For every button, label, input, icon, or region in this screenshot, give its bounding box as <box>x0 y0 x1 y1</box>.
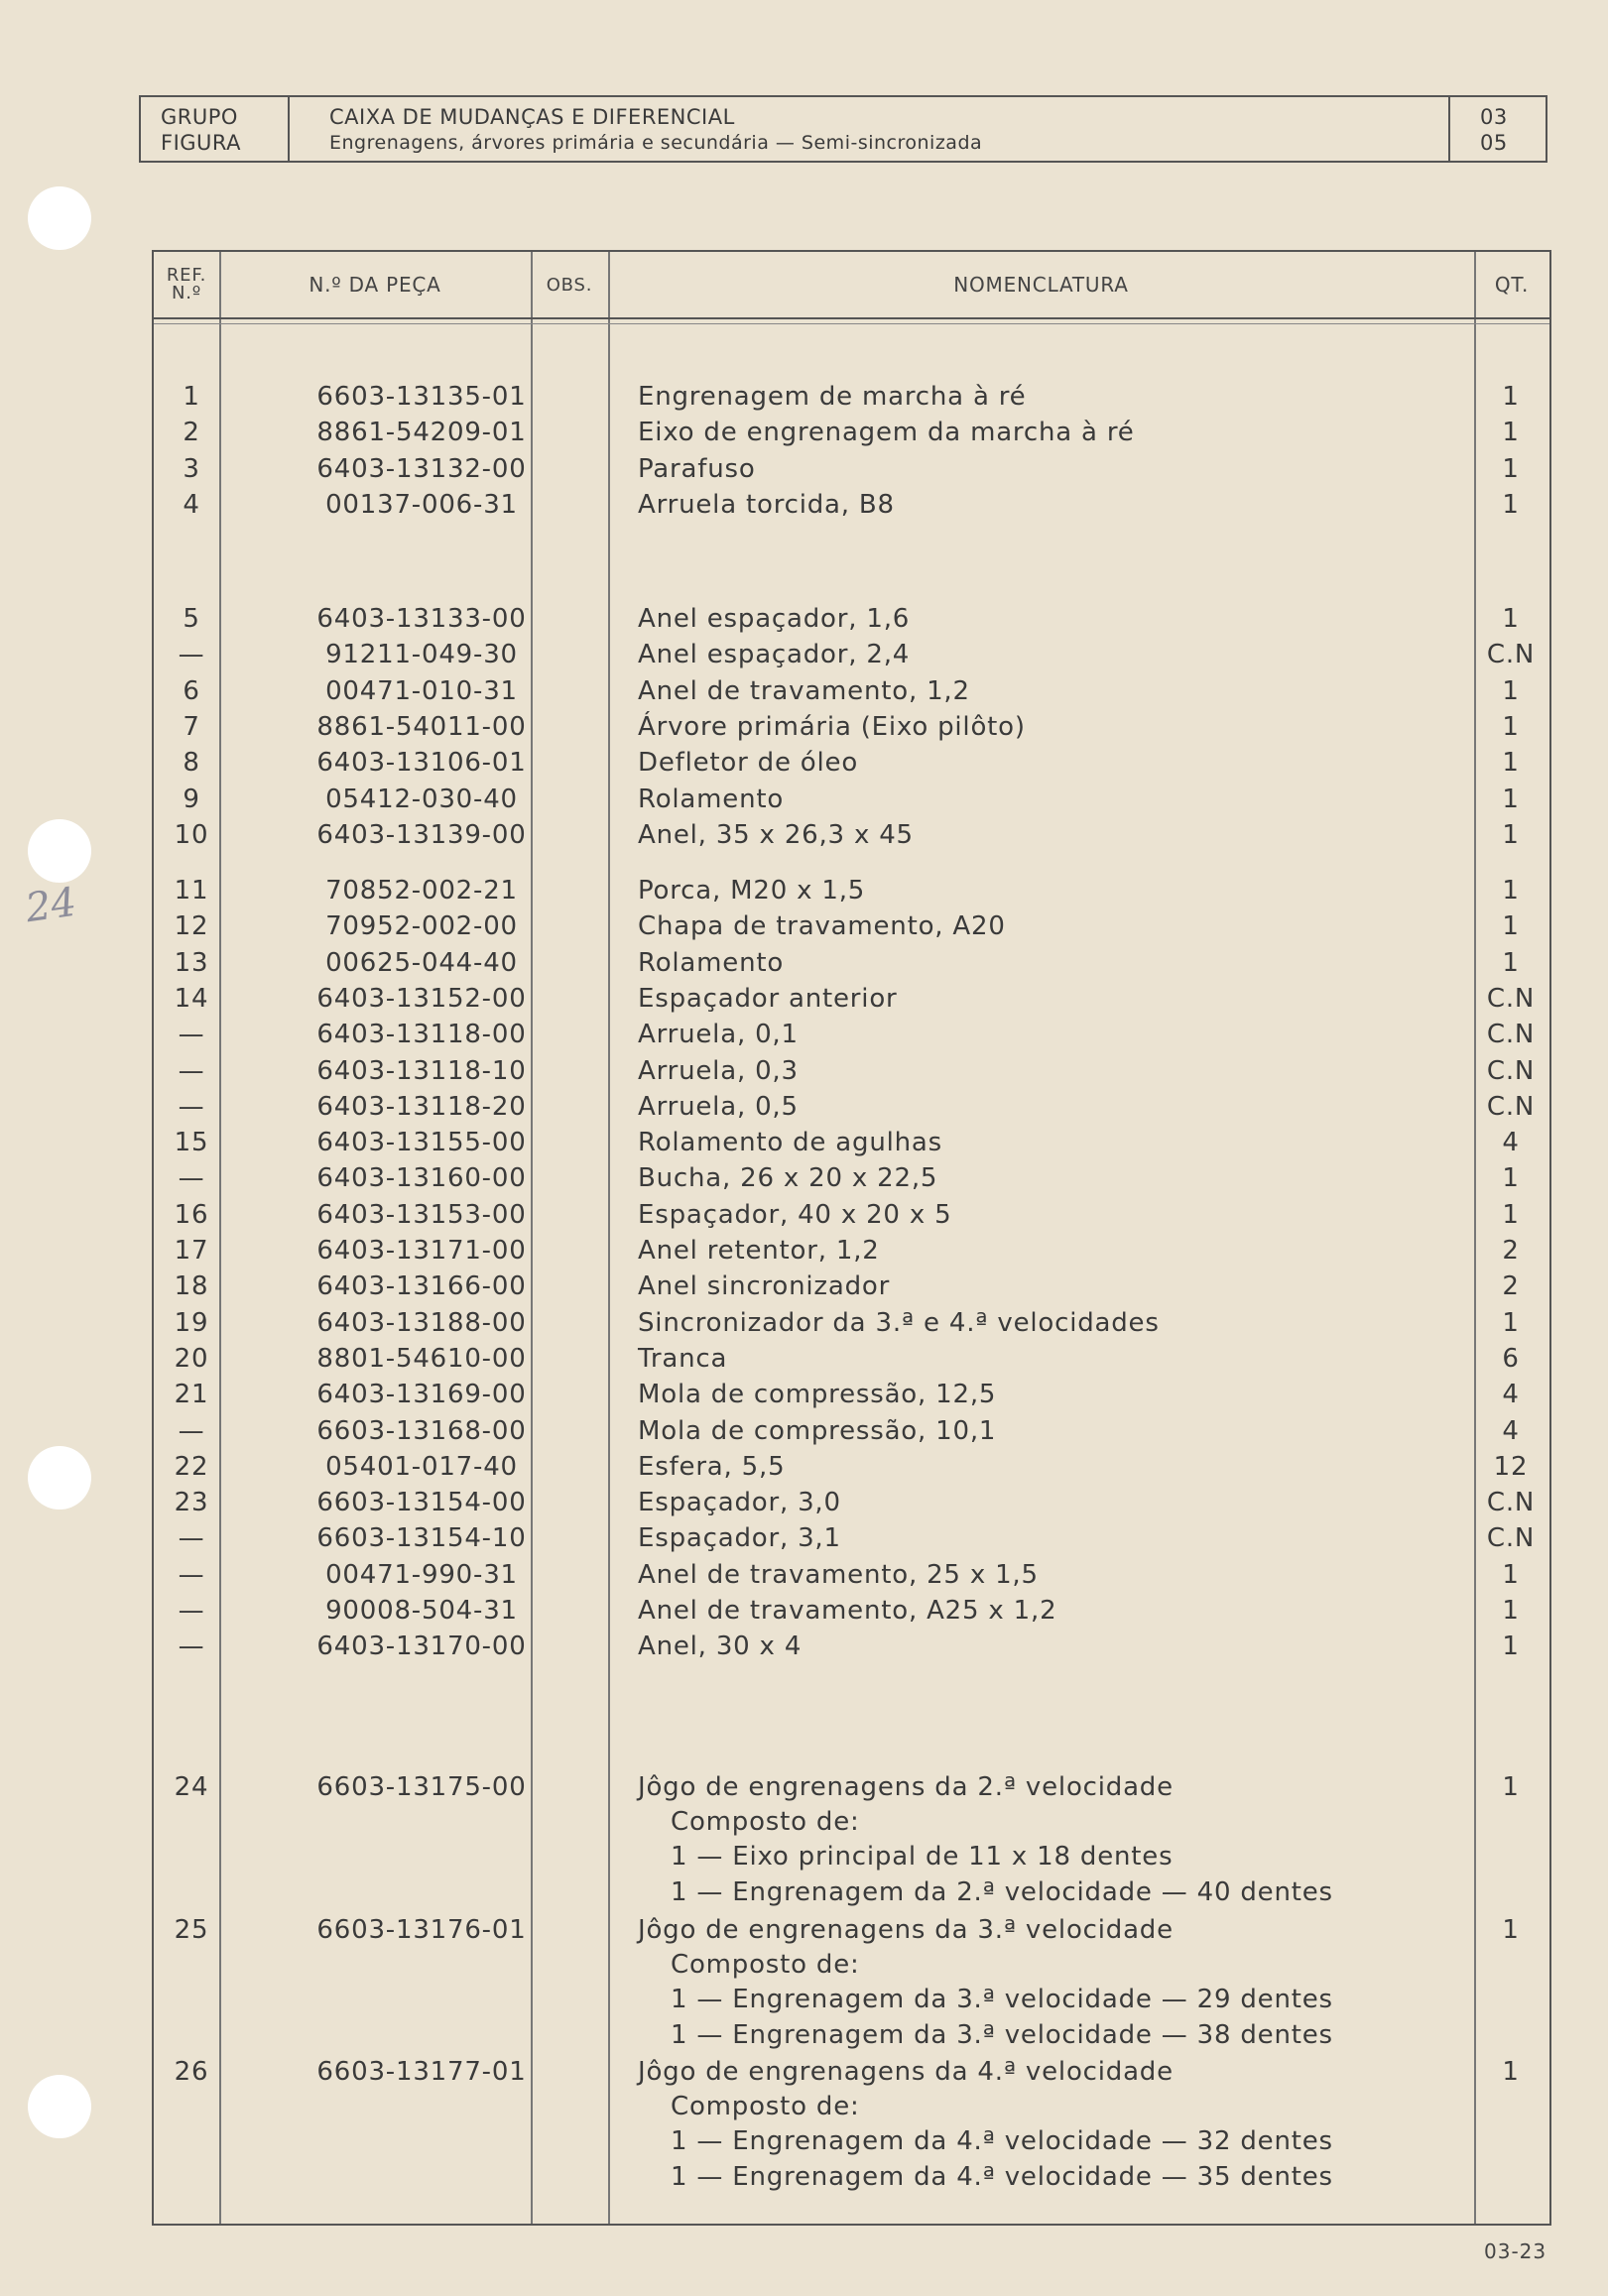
kit-qty: 1 <box>1502 1915 1520 1945</box>
row-name: Anel sincronizador <box>638 1271 891 1302</box>
table-row <box>154 487 1549 523</box>
row-qty: 1 <box>1502 947 1520 978</box>
row-name: Anel espaçador, 1,6 <box>638 604 911 634</box>
row-part: 70852-002-21 <box>325 876 518 906</box>
table-row <box>154 1629 1549 1664</box>
row-name: Espaçador, 3,1 <box>638 1523 841 1554</box>
row-ref: 15 <box>174 1128 209 1158</box>
header-numbers <box>1448 97 1546 161</box>
row-qty: C.N <box>1486 983 1536 1014</box>
table-row <box>154 1520 1549 1556</box>
row-part: 00471-990-31 <box>325 1559 518 1590</box>
row-name: Tranca <box>638 1343 728 1374</box>
table-row <box>154 1557 1549 1593</box>
row-ref: 2 <box>183 418 200 448</box>
header-rule <box>154 317 1549 319</box>
row-part: 05412-030-40 <box>325 784 518 814</box>
parts-table <box>152 250 1551 2226</box>
table-row <box>154 1197 1549 1233</box>
row-qty: 1 <box>1502 489 1520 520</box>
col-head-part: N.º DA PEÇA <box>309 273 441 297</box>
row-ref: 3 <box>183 453 200 484</box>
row-ref: — <box>178 1559 205 1590</box>
table-row <box>154 451 1549 487</box>
kit-qty: 1 <box>1502 2057 1520 2087</box>
row-ref: 19 <box>174 1307 209 1338</box>
header-title: CAIXA DE MUDANÇAS E DIFERENCIAL <box>329 105 735 129</box>
row-name: Espaçador, 40 x 20 x 5 <box>638 1199 952 1230</box>
row-ref: — <box>178 1055 205 1086</box>
table-row <box>154 1341 1549 1377</box>
col-head-qty: QT. <box>1494 273 1530 297</box>
table-row <box>154 1449 1549 1485</box>
row-qty: 1 <box>1502 1163 1520 1194</box>
table-row <box>154 1413 1549 1449</box>
group-label: GRUPO <box>161 105 238 129</box>
row-name: Engrenagem de marcha à ré <box>638 382 1027 412</box>
row-name: Mola de compressão, 12,5 <box>638 1380 997 1410</box>
row-part: 00471-010-31 <box>325 675 518 706</box>
row-part: 6603-13154-00 <box>316 1488 527 1518</box>
row-qty: 1 <box>1502 748 1520 779</box>
row-qty: 1 <box>1502 1631 1520 1662</box>
row-ref: — <box>178 1163 205 1194</box>
row-part: 8861-54209-01 <box>316 418 527 448</box>
row-part: 6403-13106-01 <box>316 748 527 779</box>
row-name: Mola de compressão, 10,1 <box>638 1415 997 1446</box>
row-ref: 4 <box>183 489 200 520</box>
header-titles <box>290 97 1448 161</box>
row-part: 6403-13153-00 <box>316 1199 527 1230</box>
row-qty: 1 <box>1502 876 1520 906</box>
row-ref: — <box>178 1523 205 1554</box>
row-qty: 1 <box>1502 418 1520 448</box>
row-qty: 1 <box>1502 382 1520 412</box>
row-part: 6403-13160-00 <box>316 1163 527 1194</box>
row-ref: 17 <box>174 1236 209 1266</box>
row-part: 6403-13118-00 <box>316 1020 527 1050</box>
row-qty: C.N <box>1486 1020 1536 1050</box>
row-ref: 9 <box>183 784 200 814</box>
row-name: Arruela torcida, B8 <box>638 489 895 520</box>
kit-ref: 26 <box>174 2057 209 2087</box>
row-part: 00625-044-40 <box>325 947 518 978</box>
row-name: Arruela, 0,5 <box>638 1091 799 1122</box>
table-row <box>154 1269 1549 1304</box>
row-part: 00137-006-31 <box>325 489 518 520</box>
handwritten-mark: 24 <box>23 879 79 932</box>
kit-item: 1 — Engrenagem da 4.ª velocidade — 35 dentes <box>671 2161 1333 2192</box>
row-ref: — <box>178 1020 205 1050</box>
kit-ref: 25 <box>174 1915 209 1945</box>
row-name: Espaçador anterior <box>638 983 898 1014</box>
row-ref: 16 <box>174 1199 209 1230</box>
row-part: 6603-13135-01 <box>316 382 527 412</box>
col-head-name: NOMENCLATURA <box>953 273 1129 297</box>
table-row <box>154 1053 1549 1089</box>
row-name: Árvore primária (Eixo pilôto) <box>638 711 1026 742</box>
kit-part: 6603-13175-00 <box>316 1772 527 1802</box>
row-qty: 6 <box>1502 1343 1520 1374</box>
table-row <box>154 415 1549 450</box>
row-ref: 21 <box>174 1380 209 1410</box>
row-qty: C.N <box>1486 1055 1536 1086</box>
row-qty: 2 <box>1502 1236 1520 1266</box>
table-row <box>154 745 1549 781</box>
punch-hole <box>28 1446 91 1510</box>
row-part: 8801-54610-00 <box>316 1343 527 1374</box>
row-ref: 18 <box>174 1271 209 1302</box>
row-qty: 1 <box>1502 1559 1520 1590</box>
row-qty: C.N <box>1486 1091 1536 1122</box>
table-row <box>154 1377 1549 1412</box>
table-row <box>154 709 1549 745</box>
table-row <box>154 908 1549 944</box>
table-row <box>154 1017 1549 1052</box>
row-ref: 5 <box>183 604 200 634</box>
row-part: 6403-13188-00 <box>316 1307 527 1338</box>
page-number: 03-23 <box>1484 2239 1547 2263</box>
kit-composed-label: Composto de: <box>671 2092 860 2122</box>
table-row <box>154 981 1549 1017</box>
row-part: 91211-049-30 <box>325 640 518 670</box>
row-part: 70952-002-00 <box>325 911 518 942</box>
punch-hole <box>28 819 91 883</box>
kit-item: 1 — Eixo principal de 11 x 18 dentes <box>671 1842 1174 1873</box>
row-part: 6403-13170-00 <box>316 1631 527 1662</box>
kit-name: Jôgo de engrenagens da 2.ª velocidade <box>638 1772 1174 1802</box>
row-part: 6403-13133-00 <box>316 604 527 634</box>
row-qty: 2 <box>1502 1271 1520 1302</box>
row-name: Arruela, 0,3 <box>638 1055 799 1086</box>
figure-label: FIGURA <box>161 131 242 155</box>
row-name: Anel retentor, 1,2 <box>638 1236 880 1266</box>
row-qty: 4 <box>1502 1380 1520 1410</box>
kit-part: 6603-13176-01 <box>316 1915 527 1945</box>
kit-item: 1 — Engrenagem da 2.ª velocidade — 40 dentes <box>671 1876 1333 1907</box>
header-labels <box>141 97 290 161</box>
header-subtitle: Engrenagens, árvores primária e secundária — Semi-sincronizada <box>329 132 983 154</box>
row-name: Eixo de engrenagem da marcha à ré <box>638 418 1135 448</box>
kit-item: 1 — Engrenagem da 3.ª velocidade — 38 dentes <box>671 2019 1333 2050</box>
kit-item: 1 — Engrenagem da 3.ª velocidade — 29 dentes <box>671 1985 1333 2015</box>
row-qty: 1 <box>1502 1596 1520 1626</box>
row-qty: C.N <box>1486 1523 1536 1554</box>
table-row <box>154 1305 1549 1341</box>
table-row <box>154 782 1549 817</box>
row-name: Rolamento <box>638 947 785 978</box>
kit-composed-label: Composto de: <box>671 1807 860 1838</box>
row-part: 6403-13118-20 <box>316 1091 527 1122</box>
row-part: 8861-54011-00 <box>316 711 527 742</box>
row-ref: 8 <box>183 748 200 779</box>
row-name: Anel de travamento, 1,2 <box>638 675 970 706</box>
col-head-ref <box>154 252 219 317</box>
row-part: 6403-13155-00 <box>316 1128 527 1158</box>
row-part: 6403-13169-00 <box>316 1380 527 1410</box>
row-qty: 1 <box>1502 784 1520 814</box>
row-ref: 1 <box>183 382 200 412</box>
row-name: Anel, 35 x 26,3 x 45 <box>638 819 914 850</box>
table-row <box>154 637 1549 672</box>
table-row <box>154 673 1549 709</box>
kit-part: 6603-13177-01 <box>316 2057 527 2087</box>
row-ref: 14 <box>174 983 209 1014</box>
row-name: Parafuso <box>638 453 756 484</box>
row-ref: — <box>178 1596 205 1626</box>
row-name: Anel de travamento, A25 x 1,2 <box>638 1596 1057 1626</box>
row-ref: 7 <box>183 711 200 742</box>
kit-item: 1 — Engrenagem da 4.ª velocidade — 32 dentes <box>671 2126 1333 2157</box>
col-head-ref-line1: REF. <box>166 265 207 286</box>
table-row <box>154 945 1549 981</box>
kit-ref: 24 <box>174 1772 209 1802</box>
row-qty: 1 <box>1502 711 1520 742</box>
row-ref: — <box>178 1415 205 1446</box>
row-qty: 1 <box>1502 911 1520 942</box>
row-qty: 12 <box>1493 1451 1529 1482</box>
row-name: Espaçador, 3,0 <box>638 1488 841 1518</box>
table-row <box>154 379 1549 415</box>
row-part: 6403-13139-00 <box>316 819 527 850</box>
table-row <box>154 1233 1549 1269</box>
row-part: 6403-13132-00 <box>316 453 527 484</box>
table-row <box>154 601 1549 637</box>
row-name: Anel, 30 x 4 <box>638 1631 803 1662</box>
row-ref: 22 <box>174 1451 209 1482</box>
row-part: 05401-017-40 <box>325 1451 518 1482</box>
row-qty: C.N <box>1486 640 1536 670</box>
table-row <box>154 1089 1549 1125</box>
punch-hole <box>28 2075 91 2138</box>
table-row <box>154 1593 1549 1629</box>
col-head-obs: OBS. <box>546 274 593 296</box>
row-name: Esfera, 5,5 <box>638 1451 786 1482</box>
row-name: Rolamento de agulhas <box>638 1128 942 1158</box>
row-ref: 20 <box>174 1343 209 1374</box>
row-ref: — <box>178 1091 205 1122</box>
row-part: 6403-13118-10 <box>316 1055 527 1086</box>
table-row <box>154 1125 1549 1160</box>
row-name: Porca, M20 x 1,5 <box>638 876 866 906</box>
row-name: Defletor de óleo <box>638 748 859 779</box>
table-row <box>154 873 1549 908</box>
row-qty: 4 <box>1502 1128 1520 1158</box>
row-qty: 1 <box>1502 819 1520 850</box>
kit-name: Jôgo de engrenagens da 4.ª velocidade <box>638 2057 1174 2087</box>
header-box <box>139 95 1547 163</box>
row-ref: 11 <box>174 876 209 906</box>
figure-number: 05 <box>1480 131 1508 155</box>
row-part: 90008-504-31 <box>325 1596 518 1626</box>
row-qty: 1 <box>1502 675 1520 706</box>
row-name: Rolamento <box>638 784 785 814</box>
row-name: Anel espaçador, 2,4 <box>638 640 911 670</box>
header-rule <box>154 323 1549 324</box>
row-ref: — <box>178 640 205 670</box>
table-row <box>154 1160 1549 1196</box>
row-qty: 1 <box>1502 453 1520 484</box>
kit-qty: 1 <box>1502 1772 1520 1802</box>
row-ref: 10 <box>174 819 209 850</box>
row-qty: 1 <box>1502 1307 1520 1338</box>
row-qty: 1 <box>1502 604 1520 634</box>
col-head-ref-line2: N.º <box>171 283 202 303</box>
row-ref: 23 <box>174 1488 209 1518</box>
kit-composed-label: Composto de: <box>671 1950 860 1981</box>
row-part: 6403-13166-00 <box>316 1271 527 1302</box>
row-part: 6403-13171-00 <box>316 1236 527 1266</box>
row-name: Chapa de travamento, A20 <box>638 911 1006 942</box>
row-part: 6403-13152-00 <box>316 983 527 1014</box>
table-row <box>154 1485 1549 1520</box>
row-ref: — <box>178 1631 205 1662</box>
table-row <box>154 817 1549 853</box>
row-ref: 12 <box>174 911 209 942</box>
row-name: Arruela, 0,1 <box>638 1020 799 1050</box>
row-ref: 13 <box>174 947 209 978</box>
row-ref: 6 <box>183 675 200 706</box>
row-name: Anel de travamento, 25 x 1,5 <box>638 1559 1039 1590</box>
row-name: Bucha, 26 x 20 x 22,5 <box>638 1163 938 1194</box>
row-part: 6603-13168-00 <box>316 1415 527 1446</box>
row-qty: C.N <box>1486 1488 1536 1518</box>
kit-name: Jôgo de engrenagens da 3.ª velocidade <box>638 1915 1174 1945</box>
group-number: 03 <box>1480 105 1508 129</box>
row-name: Sincronizador da 3.ª e 4.ª velocidades <box>638 1307 1160 1338</box>
row-part: 6603-13154-10 <box>316 1523 527 1554</box>
row-qty: 4 <box>1502 1415 1520 1446</box>
row-qty: 1 <box>1502 1199 1520 1230</box>
punch-hole <box>28 186 91 250</box>
